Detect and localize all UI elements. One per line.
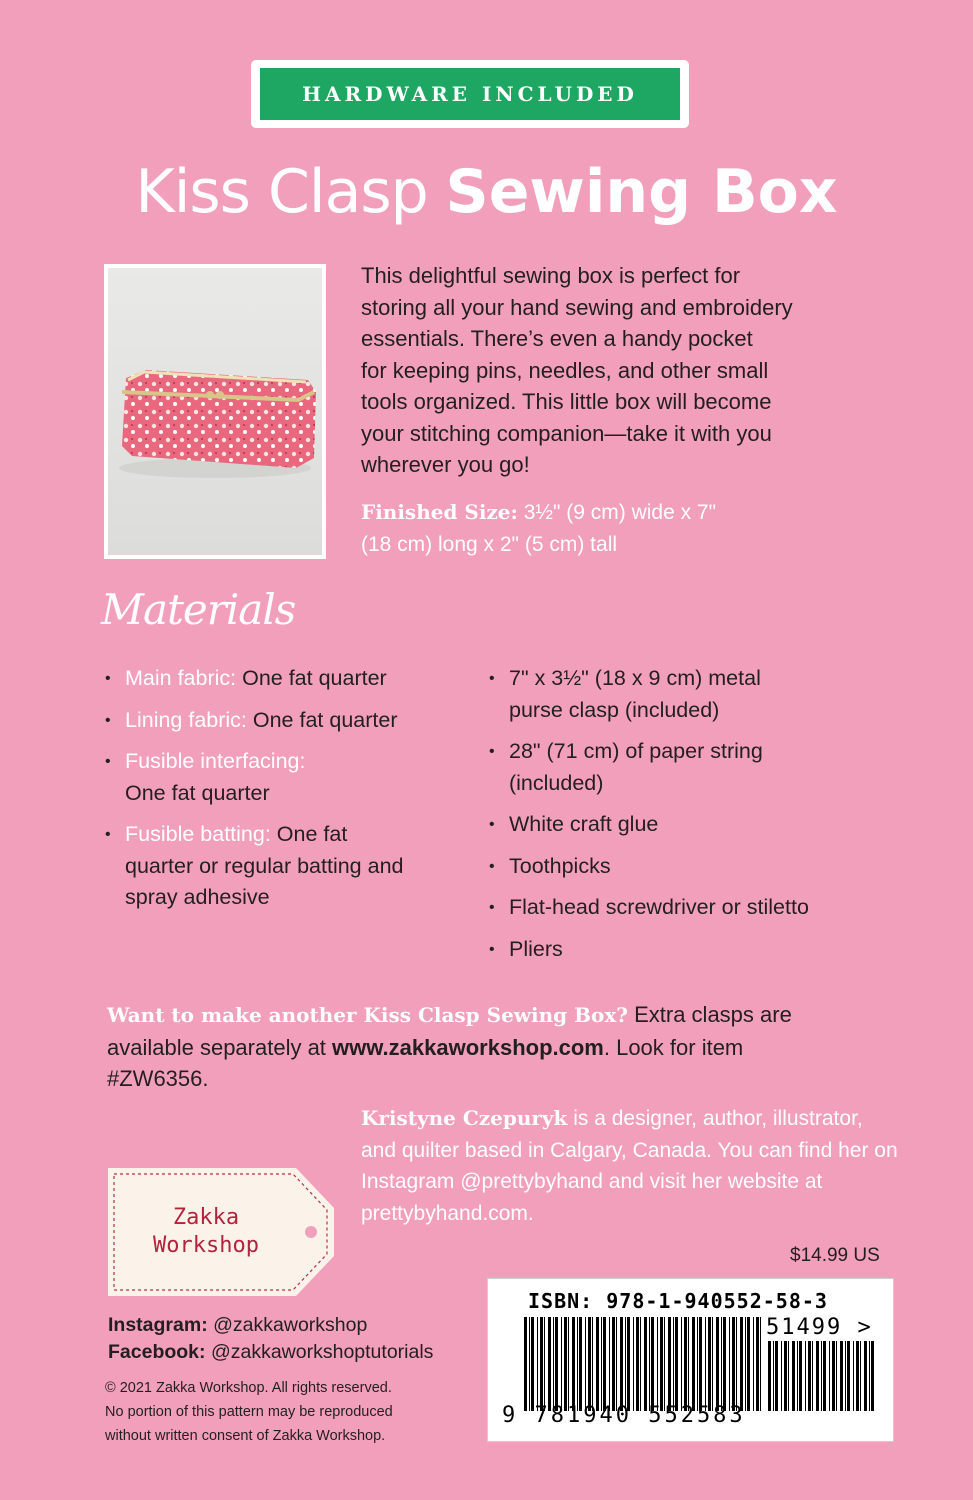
barcode-bar — [799, 1341, 802, 1411]
barcode-panel — [487, 1278, 894, 1442]
facebook-handle[interactable]: @zakkaworkshoptutorials — [205, 1341, 434, 1363]
barcode-bar — [540, 1317, 543, 1411]
description — [361, 260, 831, 481]
barcode-bar — [649, 1317, 650, 1411]
barcode-bar — [832, 1341, 835, 1411]
author-name: Kristyne Czepuryk — [361, 1106, 568, 1130]
barcode-bar — [561, 1317, 562, 1411]
barcode-bar — [529, 1317, 530, 1411]
list-item: • Fusible batting: One fat quarter or regular batting and spray adhesive — [105, 819, 415, 914]
barcode-bar — [812, 1341, 813, 1411]
barcode-bar — [636, 1317, 639, 1411]
barcode-bar — [773, 1341, 774, 1411]
barcode-bar — [871, 1341, 874, 1411]
barcode-bar — [805, 1341, 806, 1411]
description-line: your stitching companion—take it with you — [361, 420, 772, 446]
barcode-bar — [596, 1317, 599, 1411]
logo-line2: Workshop — [153, 1233, 259, 1258]
description-line: tools organized. This little box will become — [361, 389, 772, 414]
barcode-bar — [721, 1317, 722, 1411]
barcode-bar — [603, 1317, 606, 1411]
ean-digits: 9 781940 552583 — [502, 1403, 746, 1428]
barcode-bar — [869, 1341, 870, 1411]
barcode-bar — [531, 1317, 534, 1411]
copyright-line: © 2021 Zakka Workshop. All rights reserved. — [105, 1380, 392, 1396]
barcode-bar — [601, 1317, 602, 1411]
barcode-bar — [579, 1317, 582, 1411]
barcode-bar — [616, 1317, 617, 1411]
hardware-banner — [260, 68, 680, 120]
barcode-bar — [829, 1341, 830, 1411]
barcode-bar — [845, 1341, 846, 1411]
banner-text: HARDWARE INCLUDED — [302, 82, 638, 106]
barcode-bar — [768, 1341, 771, 1411]
barcode-bar — [716, 1317, 719, 1411]
barcode-bar — [808, 1341, 811, 1411]
list-item: • Toothpicks — [489, 851, 859, 883]
barcode-bar — [681, 1317, 682, 1411]
barcode-bar — [740, 1317, 743, 1411]
barcode-bar — [675, 1317, 678, 1411]
finished-size-label: Finished Size: — [361, 500, 518, 524]
barcode-bar — [823, 1341, 826, 1411]
barcode-bar — [697, 1317, 698, 1411]
barcode-bar — [712, 1317, 713, 1411]
barcode-bar — [756, 1317, 759, 1411]
description-line: storing all your hand sewing and embroidery — [361, 294, 793, 320]
barcode-bar — [821, 1341, 822, 1411]
description-line: for keeping pins, needles, and other small — [361, 357, 769, 383]
price-code: 51499 > — [766, 1315, 873, 1340]
copyright-line: without written consent of Zakka Workshop. — [105, 1428, 386, 1444]
barcode-bar — [760, 1317, 761, 1411]
barcode-bar — [612, 1317, 615, 1411]
barcode-bar — [572, 1317, 575, 1411]
list-item: • Lining fabric: One fat quarter — [105, 705, 450, 737]
finished-size — [361, 496, 781, 561]
barcode-bar — [625, 1317, 626, 1411]
barcode-addon-icon — [768, 1341, 876, 1411]
list-item: • Main fabric: One fat quarter — [105, 663, 450, 695]
barcode-bar — [781, 1341, 782, 1411]
barcode-bar — [745, 1317, 746, 1411]
barcode-bar — [792, 1341, 795, 1411]
barcode-bar — [673, 1317, 674, 1411]
barcode-bar — [705, 1317, 706, 1411]
barcode-bar — [736, 1317, 737, 1411]
barcode-bar — [840, 1341, 843, 1411]
barcode-bar — [853, 1341, 854, 1411]
barcode-bar — [588, 1317, 591, 1411]
barcode-bar — [609, 1317, 610, 1411]
list-item: • Flat-head screwdriver or stiletto — [489, 892, 859, 924]
barcode-bar — [553, 1317, 554, 1411]
barcode-bar — [688, 1317, 689, 1411]
list-item: • White craft glue — [489, 809, 859, 841]
barcode-bar — [788, 1341, 789, 1411]
tag-logo-graphic — [106, 1166, 336, 1298]
barcode-bar — [664, 1317, 665, 1411]
materials-list-right — [489, 663, 859, 975]
barcode-bar — [651, 1317, 654, 1411]
barcode-bar — [732, 1317, 735, 1411]
barcode-bar — [644, 1317, 647, 1411]
barcode-bar — [585, 1317, 586, 1411]
barcode-bar — [864, 1341, 867, 1411]
barcode-bar — [548, 1317, 551, 1411]
barcode-bar — [537, 1317, 538, 1411]
barcode-bar — [775, 1341, 778, 1411]
barcode-bar — [568, 1317, 569, 1411]
product-photo-backdrop — [108, 268, 322, 555]
barcode-bar — [708, 1317, 711, 1411]
title-bold: Sewing Box — [445, 157, 838, 227]
barcode-bar — [524, 1317, 527, 1411]
description-line: This delightful sewing box is perfect for — [361, 263, 741, 288]
barcode-bar — [627, 1317, 630, 1411]
finished-size-line2: (18 cm) long x 2" (5 cm) tall — [361, 533, 618, 556]
copyright — [105, 1376, 505, 1448]
list-item: • 28" (71 cm) of paper string (included) — [489, 736, 799, 799]
barcode-bar — [729, 1317, 730, 1411]
materials-list-left — [105, 663, 450, 924]
barcode-bar — [847, 1341, 850, 1411]
product-photo — [104, 264, 326, 559]
extra-question: Want to make another Kiss Clasp Sewing Box? — [107, 1003, 628, 1027]
barcode-bar — [592, 1317, 593, 1411]
price: $14.99 US — [790, 1245, 880, 1266]
barcode-bar — [753, 1317, 754, 1411]
barcode-bar — [836, 1341, 837, 1411]
barcode-bar — [657, 1317, 658, 1411]
social-links — [108, 1312, 528, 1366]
instagram-handle[interactable]: @zakkaworkshop — [207, 1314, 368, 1336]
logo-line1: Zakka — [172, 1205, 240, 1230]
barcode-bar — [797, 1341, 798, 1411]
barcode-bar — [723, 1317, 726, 1411]
title-light: Kiss Clasp — [135, 157, 428, 227]
barcode-bar — [684, 1317, 687, 1411]
barcode-bar — [668, 1317, 671, 1411]
barcode-bar — [856, 1341, 859, 1411]
list-item: • Fusible interfacing: One fat quarter — [105, 746, 345, 809]
barcode-bar — [544, 1317, 545, 1411]
barcode-bar — [784, 1341, 787, 1411]
barcode-bar — [816, 1341, 819, 1411]
extra-clasps-note: Want to make another Kiss Clasp Sewing Box? Extra clasps are available separately at www.zakkaworkshop.com. Look for item #ZW6356. — [107, 1002, 792, 1091]
barcode-bar — [577, 1317, 578, 1411]
website-link[interactable]: www.zakkaworkshop.com — [332, 1034, 604, 1060]
barcode-bar — [640, 1317, 641, 1411]
barcode-bar — [660, 1317, 663, 1411]
author-bio: Kristyne Czepuryk is a designer, author, illustrator, and quilter based in Calgary, Canada. You can find her on Instagram @prettybyhand and visit her website at prettybyhand.com. — [361, 1106, 898, 1225]
finished-size-line1: 3½" (9 cm) wide x 7" — [517, 501, 717, 524]
description-line: essentials. There’s even a handy pocket — [361, 326, 753, 351]
barcode-bar — [564, 1317, 567, 1411]
barcode-bar — [747, 1317, 750, 1411]
list-item: • Pliers — [489, 934, 859, 966]
sewing-box-image — [108, 268, 322, 555]
page-title — [0, 150, 973, 232]
instagram-label: Instagram: — [108, 1314, 208, 1336]
zakka-workshop-logo — [106, 1166, 336, 1298]
barcode-bar — [699, 1317, 702, 1411]
barcode-bar — [555, 1317, 558, 1411]
barcode-bar — [692, 1317, 695, 1411]
barcode-bar — [860, 1341, 861, 1411]
barcode-bar — [633, 1317, 634, 1411]
isbn-text: ISBN: 978-1-940552-58-3 — [528, 1289, 828, 1313]
list-item: • 7" x 3½" (18 x 9 cm) metal purse clasp (included) — [489, 663, 799, 726]
materials-heading: Materials — [101, 585, 296, 634]
facebook-label: Facebook: — [108, 1341, 206, 1363]
barcode-bar — [620, 1317, 623, 1411]
description-line: wherever you go! — [361, 452, 530, 477]
barcode-main-icon — [524, 1317, 764, 1411]
copyright-line: No portion of this pattern may be reproduced — [105, 1404, 393, 1420]
